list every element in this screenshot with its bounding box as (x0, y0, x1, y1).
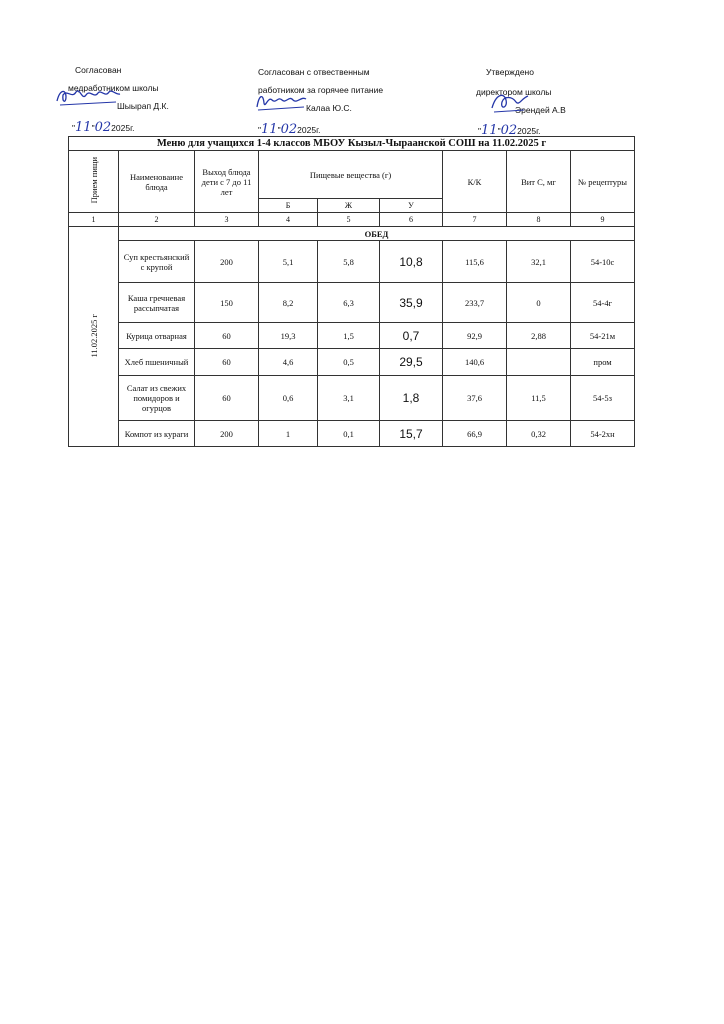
dish-yield: 200 (195, 421, 259, 447)
column-number: 9 (571, 213, 635, 227)
column-number: 2 (119, 213, 195, 227)
dish-kk: 233,7 (443, 283, 507, 323)
header-kk: К/К (443, 151, 507, 213)
dish-recipe: 54-10с (571, 241, 635, 283)
dish-vitc: 32,1 (507, 241, 571, 283)
header-fat: Ж (318, 199, 380, 213)
dish-name: Салат из свежих помидоров и огурцов (119, 376, 195, 421)
dish-name: Суп крестьянский с крупой (119, 241, 195, 283)
approval-director-title: Утверждено (486, 67, 534, 77)
dish-vitc: 2,88 (507, 323, 571, 349)
signature-medic (54, 86, 124, 108)
dish-protein: 5,1 (259, 241, 318, 283)
dish-carb: 15,7 (380, 421, 443, 447)
approval-medic-date: "11"022025г. (72, 120, 135, 135)
dish-yield: 60 (195, 349, 259, 376)
approval-food-date: "11"022025г. (258, 122, 321, 137)
approval-medic-role: медработником школы (68, 83, 159, 93)
table-row (69, 323, 635, 349)
menu-table (68, 136, 635, 447)
column-number: 5 (318, 213, 380, 227)
table-row (69, 283, 635, 323)
dish-kk: 92,9 (443, 323, 507, 349)
dish-vitc: 0 (507, 283, 571, 323)
dish-yield: 60 (195, 323, 259, 349)
approval-food-role: работником за горячее питание (258, 85, 384, 95)
approval-food-title: Согласован с отвественным (258, 67, 370, 77)
approval-director-date: "11"022025г. (478, 123, 541, 138)
table-row (69, 421, 635, 447)
dish-fat: 5,8 (318, 241, 380, 283)
dish-yield: 150 (195, 283, 259, 323)
column-number: 8 (507, 213, 571, 227)
dish-carb: 0,7 (380, 323, 443, 349)
menu-title: Меню для учащихся 1-4 классов МБОУ Кызыл-Чыраанской СОШ на 11.02.2025 г (69, 137, 635, 151)
dish-vitc: 0,32 (507, 421, 571, 447)
dish-protein: 1 (259, 421, 318, 447)
dish-recipe: 54-5з (571, 376, 635, 421)
header-row (69, 151, 635, 199)
dish-fat: 6,3 (318, 283, 380, 323)
column-number: 3 (195, 213, 259, 227)
header-protein: Б (259, 199, 318, 213)
header-meal: Прием пищи (69, 151, 119, 213)
dish-recipe: 54-2хн (571, 421, 635, 447)
approval-director-role: директором школы (476, 87, 552, 97)
dish-recipe: 54-21м (571, 323, 635, 349)
dish-recipe: 54-4г (571, 283, 635, 323)
table-row (69, 376, 635, 421)
dish-carb: 1,8 (380, 376, 443, 421)
dish-recipe: пром (571, 349, 635, 376)
dish-carb: 35,9 (380, 283, 443, 323)
dish-fat: 1,5 (318, 323, 380, 349)
dish-fat: 0,1 (318, 421, 380, 447)
dish-protein: 4,6 (259, 349, 318, 376)
dish-protein: 0,6 (259, 376, 318, 421)
header-yield: Выход блюда дети с 7 до 11 лет (195, 151, 259, 213)
dish-carb: 10,8 (380, 241, 443, 283)
date-cell: 11.02.2025 г (69, 227, 119, 447)
header-vitc: Вит С, мг (507, 151, 571, 213)
approval-food-name: Калаа Ю.С. (306, 103, 352, 113)
dish-fat: 3,1 (318, 376, 380, 421)
dish-yield: 200 (195, 241, 259, 283)
dish-vitc: 11,5 (507, 376, 571, 421)
table-row (69, 349, 635, 376)
header-recipe: № рецептуры (571, 151, 635, 213)
column-number: 6 (380, 213, 443, 227)
dish-protein: 8,2 (259, 283, 318, 323)
dish-name: Хлеб пшеничный (119, 349, 195, 376)
approval-director-name: Эрендей А.В (515, 105, 566, 115)
header-dish: Наименоваине блюда (119, 151, 195, 213)
signature-food-responsible (254, 90, 314, 112)
column-number: 1 (69, 213, 119, 227)
dish-yield: 60 (195, 376, 259, 421)
dish-name: Компот из кураги (119, 421, 195, 447)
approval-medic-name: Шыырап Д.К. (117, 101, 169, 111)
dish-kk: 140,6 (443, 349, 507, 376)
dish-carb: 29,5 (380, 349, 443, 376)
section-row (69, 227, 635, 241)
section-label: ОБЕД (119, 227, 635, 241)
dish-name: Курица отварная (119, 323, 195, 349)
column-number-row (69, 213, 635, 227)
dish-vitc (507, 349, 571, 376)
header-nutrients: Пищевые вещества (г) (259, 151, 443, 199)
column-number: 4 (259, 213, 318, 227)
column-number: 7 (443, 213, 507, 227)
dish-fat: 0,5 (318, 349, 380, 376)
header-carb: У (380, 199, 443, 213)
dish-protein: 19,3 (259, 323, 318, 349)
dish-kk: 37,6 (443, 376, 507, 421)
signature-director (488, 90, 532, 116)
dish-name: Каша гречневая рассыпчатая (119, 283, 195, 323)
dish-kk: 115,6 (443, 241, 507, 283)
dish-kk: 66,9 (443, 421, 507, 447)
table-row (69, 241, 635, 283)
approval-medic-title: Согласован (75, 65, 122, 75)
